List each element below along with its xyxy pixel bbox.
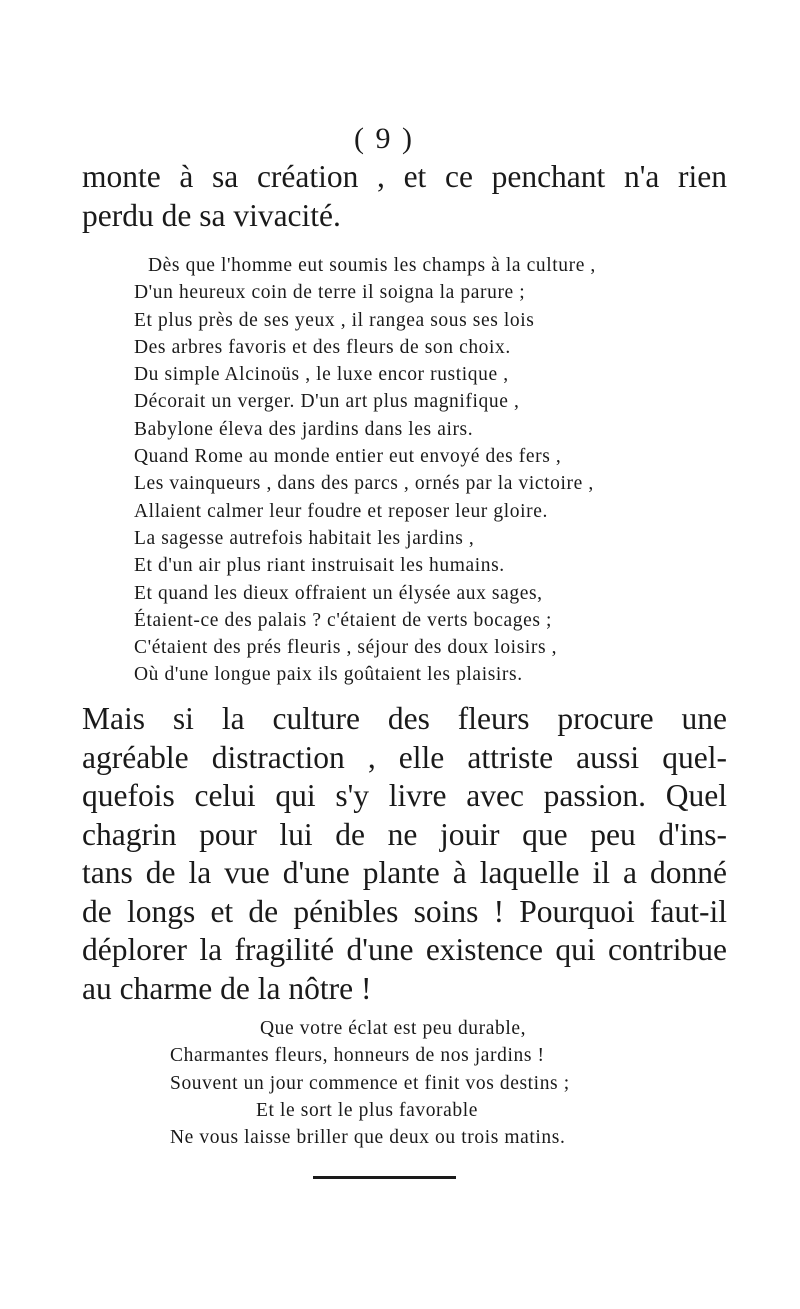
prose-paragraph-flowers — [82, 700, 727, 1008]
verse-line: Quand Rome au monde entier eut envoyé des fers , — [134, 446, 562, 468]
page-number: ( 9 ) — [354, 122, 414, 155]
verse-line: Les vainqueurs , dans des parcs , ornés par la victoire , — [134, 473, 594, 495]
verse-line: D'un heureux coin de terre il soigna la parure ; — [134, 282, 526, 304]
verse-block-flowers — [170, 1015, 640, 1151]
prose-line: perdu de sa vivacité. — [82, 197, 341, 233]
prose-line: monte à sa création , et ce penchant n'a rien — [82, 159, 727, 194]
prose-line: agréable distraction , elle attriste aussi quel- — [82, 739, 727, 775]
prose-line: au charme de la nôtre ! — [82, 970, 372, 1006]
prose-line: déplorer la fragilité d'une existence qui contribue — [82, 932, 727, 967]
prose-line: tans de la vue d'une plante à laquelle il a donné — [82, 855, 727, 890]
prose-line: quefois celui qui s'y livre avec passion. Quel — [82, 778, 727, 813]
verse-block-gardens — [134, 252, 694, 689]
verse-line: La sagesse autrefois habitait les jardins , — [134, 527, 475, 549]
verse-line: Et quand les dieux offraient un élysée aux sages, — [134, 582, 543, 604]
closing-rule — [313, 1176, 456, 1179]
prose-line: de longs et de pénibles soins ! Pourquoi faut-il — [82, 893, 727, 929]
prose-line: Mais si la culture des fleurs procure une — [82, 701, 727, 736]
verse-line: Que votre éclat est peu durable, — [260, 1018, 527, 1039]
verse-line: Du simple Alcinoüs , le luxe encor rustique , — [134, 364, 509, 386]
verse-line: Où d'une longue paix ils goûtaient les plaisirs. — [134, 664, 523, 686]
verse-line: Des arbres favoris et des fleurs de son choix. — [134, 336, 511, 358]
verse-line: C'étaient des prés fleuris , séjour des doux loisirs , — [134, 637, 558, 659]
verse-line: Ne vous laisse briller que deux ou trois matins. — [170, 1127, 566, 1149]
verse-line: Charmantes fleurs, honneurs de nos jardins ! — [170, 1045, 545, 1067]
verse-line: Souvent un jour commence et finit vos destins ; — [170, 1072, 570, 1094]
prose-paragraph-top — [82, 158, 727, 235]
verse-line: Allaient calmer leur foudre et reposer leur gloire. — [134, 500, 548, 522]
verse-line: Et d'un air plus riant instruisait les humains. — [134, 555, 505, 577]
verse-line: Décorait un verger. D'un art plus magnifique , — [134, 391, 520, 413]
verse-line: Étaient-ce des palais ? c'étaient de verts bocages ; — [134, 609, 553, 631]
verse-line: Et plus près de ses yeux , il rangea sous ses lois — [134, 309, 535, 331]
verse-line: Et le sort le plus favorable — [256, 1099, 479, 1121]
verse-line: Babylone éleva des jardins dans les airs. — [134, 418, 474, 440]
prose-line: chagrin pour lui de ne jouir que peu d'ins- — [82, 816, 727, 852]
verse-line: Dès que l'homme eut soumis les champs à la culture , — [148, 255, 596, 276]
